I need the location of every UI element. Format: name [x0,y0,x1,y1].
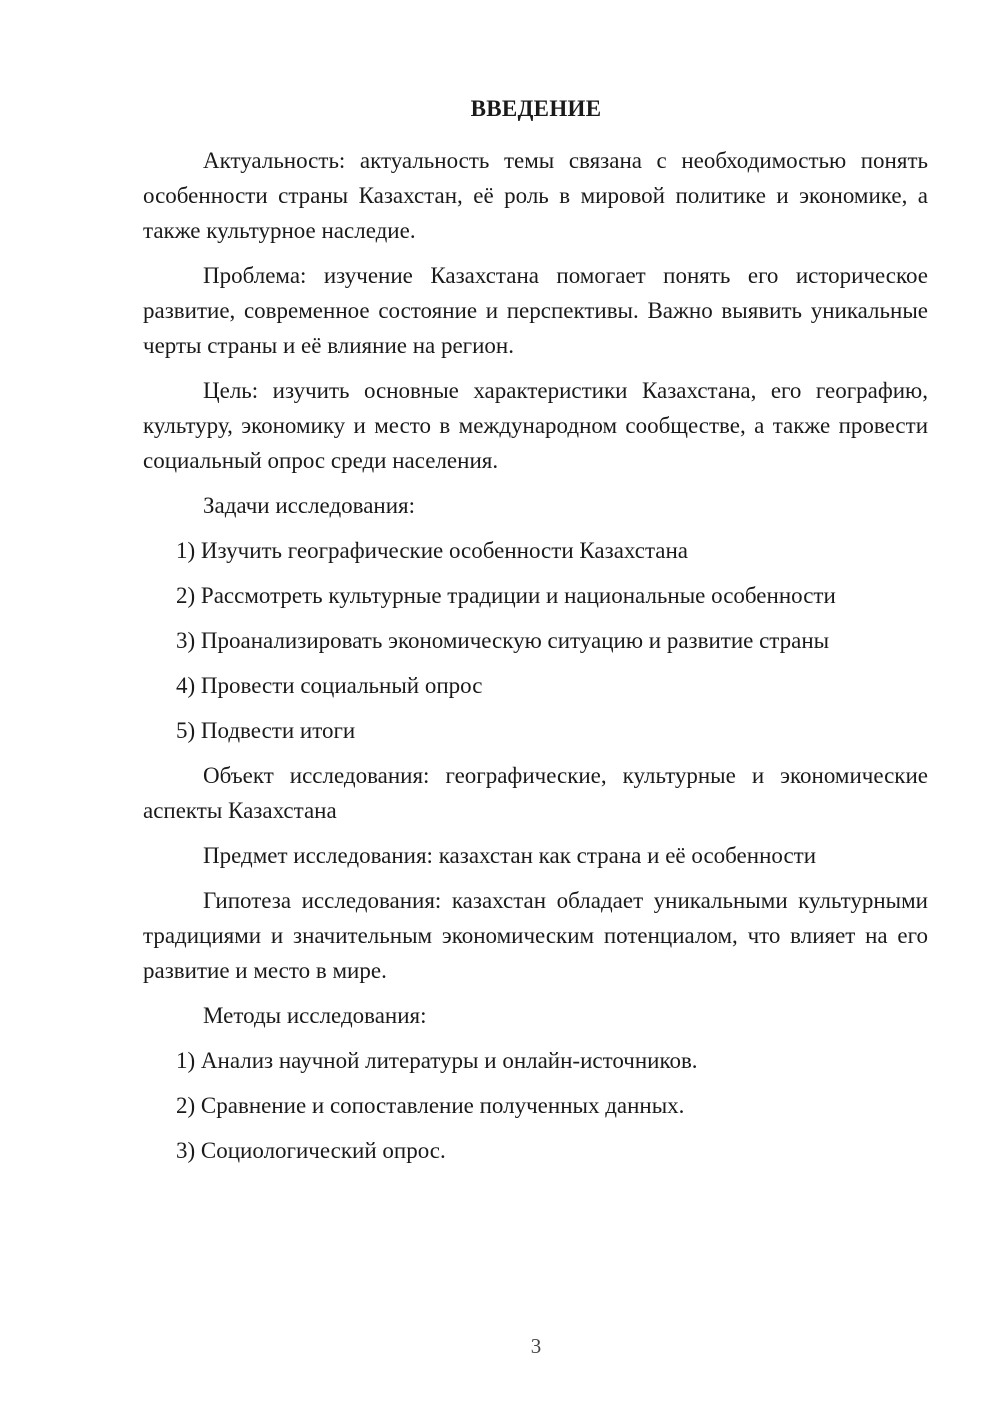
task-item-3: 3) Проанализировать экономическую ситуацию и развитие страны [176,628,830,653]
method-item-3: 3) Социологический опрос. [176,1138,446,1163]
tasks-heading: Задачи исследования: [203,493,416,518]
page-number: 3 [530,1334,542,1358]
method-item-1: 1) Анализ научной литературы и онлайн-источников. [176,1048,698,1073]
actuality-paragraph: Актуальность: актуальность темы связана с необходимостью понять особенности страны Казахстан, её роль в мировой политике и экономике, а также культурное наследие. [143,148,928,243]
task-item-2: 2) Рассмотреть культурные традиции и национальные особенности [176,583,836,608]
task-item-4: 4) Провести социальный опрос [176,673,483,698]
subject-paragraph: Предмет исследования: казахстан как страна и её особенности [203,843,817,868]
task-item-5: 5) Подвести итоги [176,718,356,743]
object-paragraph: Объект исследования: географические, культурные и экономические аспекты Казахстана [143,763,928,823]
goal-paragraph: Цель: изучить основные характеристики Казахстана, его географию, культуру, экономику и место в международном сообществе, а также провести социальный опрос среди населения. [143,378,928,473]
methods-heading: Методы исследования: [203,1003,427,1028]
method-item-2: 2) Сравнение и сопоставление полученных данных. [176,1093,685,1118]
document-title: ВВЕДЕНИЕ [470,96,602,121]
hypothesis-paragraph: Гипотеза исследования: казахстан обладает уникальными культурными традициями и значительным экономическим потенциалом, что влияет на его развитие и место в мире. [143,888,928,983]
document-body [143,143,928,1178]
task-item-1: 1) Изучить географические особенности Казахстана [176,538,689,563]
problem-paragraph: Проблема: изучение Казахстана помогает понять его историческое развитие, современное состояние и перспективы. Важно выявить уникальные черты страны и её влияние на регион. [143,263,928,358]
